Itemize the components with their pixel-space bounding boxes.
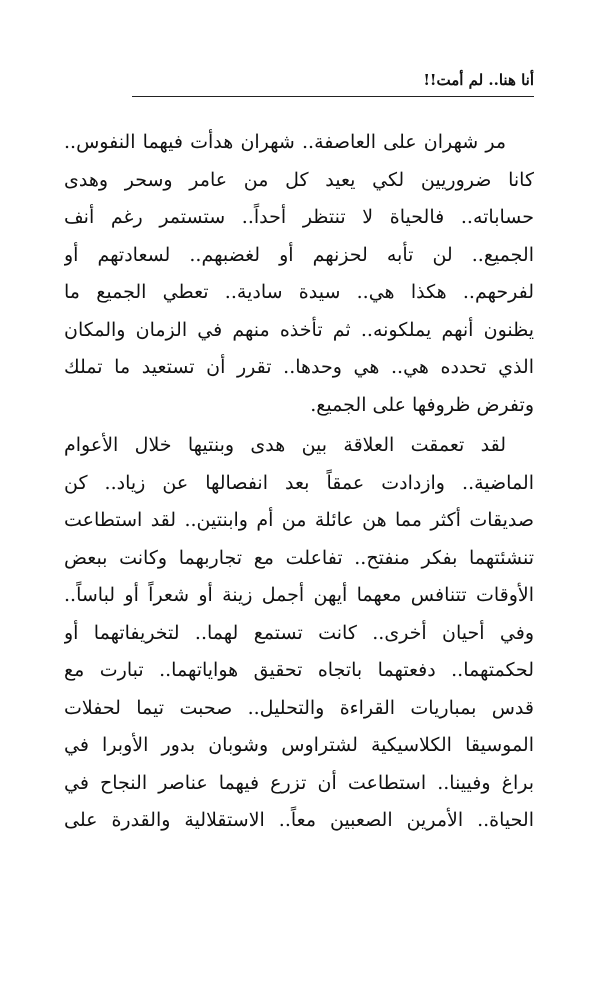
text-line: براغ وفيينا.. استطاعت أن تزرع فيهما عناصر النجاح في xyxy=(64,771,534,794)
text-line: الذي تحدده هي.. هي وحدها.. تقرر أن تستعيد ما تملك xyxy=(64,356,534,378)
text-line: الماضية.. وازدادت عمقاً بعد انفصالها عن زياد.. كن xyxy=(64,471,534,494)
text-line: يظنون أنهم يملكونه.. ثم تأخذه منهم في الزمان والمكان xyxy=(64,318,534,341)
text-line: حساباته.. فالحياة لا تنتظر أحداً.. ستستمر رغم أنف xyxy=(64,206,534,228)
text-line: مر شهران على العاصفة.. شهران هدأت فيهما النفوس.. xyxy=(64,131,506,153)
text-line: لفرحهم.. هكذا هي.. سيدة سادية.. تعطي الجميع ما xyxy=(64,281,534,303)
text-line: الحياة.. الأمرين الصعبين معاً.. الاستقلالية والقدرة على xyxy=(64,809,534,831)
paragraph-2 xyxy=(64,427,534,840)
text-line: وفي أحيان أخرى.. كانت تستمع لهما.. لتخريفاتهما أو xyxy=(64,621,534,644)
text-line: الموسيقا الكلاسيكية لشتراوس وشوبان بدور الأوبرا في xyxy=(64,734,534,756)
text-line: قدس بمباريات القراءة والتحليل.. صحبت تيما لحفلات xyxy=(64,696,534,719)
body-text xyxy=(64,124,534,840)
text-line: الأوقات تتنافس معهما أيهن أجمل زينة أو شعراً أو لباساً.. xyxy=(64,584,534,606)
text-line: وتفرض ظروفها على الجميع. xyxy=(310,393,534,416)
text-line: الجميع.. لن تأبه لحزنهم أو لغضبهم.. لسعادتهم أو xyxy=(64,243,534,266)
text-line: لحكمتهما.. دفعتهما باتجاه تحقيق هواياتهما.. تبارت مع xyxy=(64,659,534,681)
running-header: أنا هنا.. لم أمت!! xyxy=(423,71,534,89)
text-line: صديقات أكثر مما هن عائلة من أم وابنتين.. لقد استطاعت xyxy=(64,509,534,531)
text-line: كانا ضروريين لكي يعيد كل من عامر وسحر وهدى xyxy=(64,168,534,191)
text-line: لقد تعمقت العلاقة بين هدى وبنتيها خلال الأعوام xyxy=(64,434,506,456)
text-line: تنشئتهما بفكر منفتح.. تفاعلت مع تجاربهما وكانت ببعض xyxy=(64,546,534,569)
paragraph-1 xyxy=(64,124,534,424)
header-rule xyxy=(132,96,534,97)
